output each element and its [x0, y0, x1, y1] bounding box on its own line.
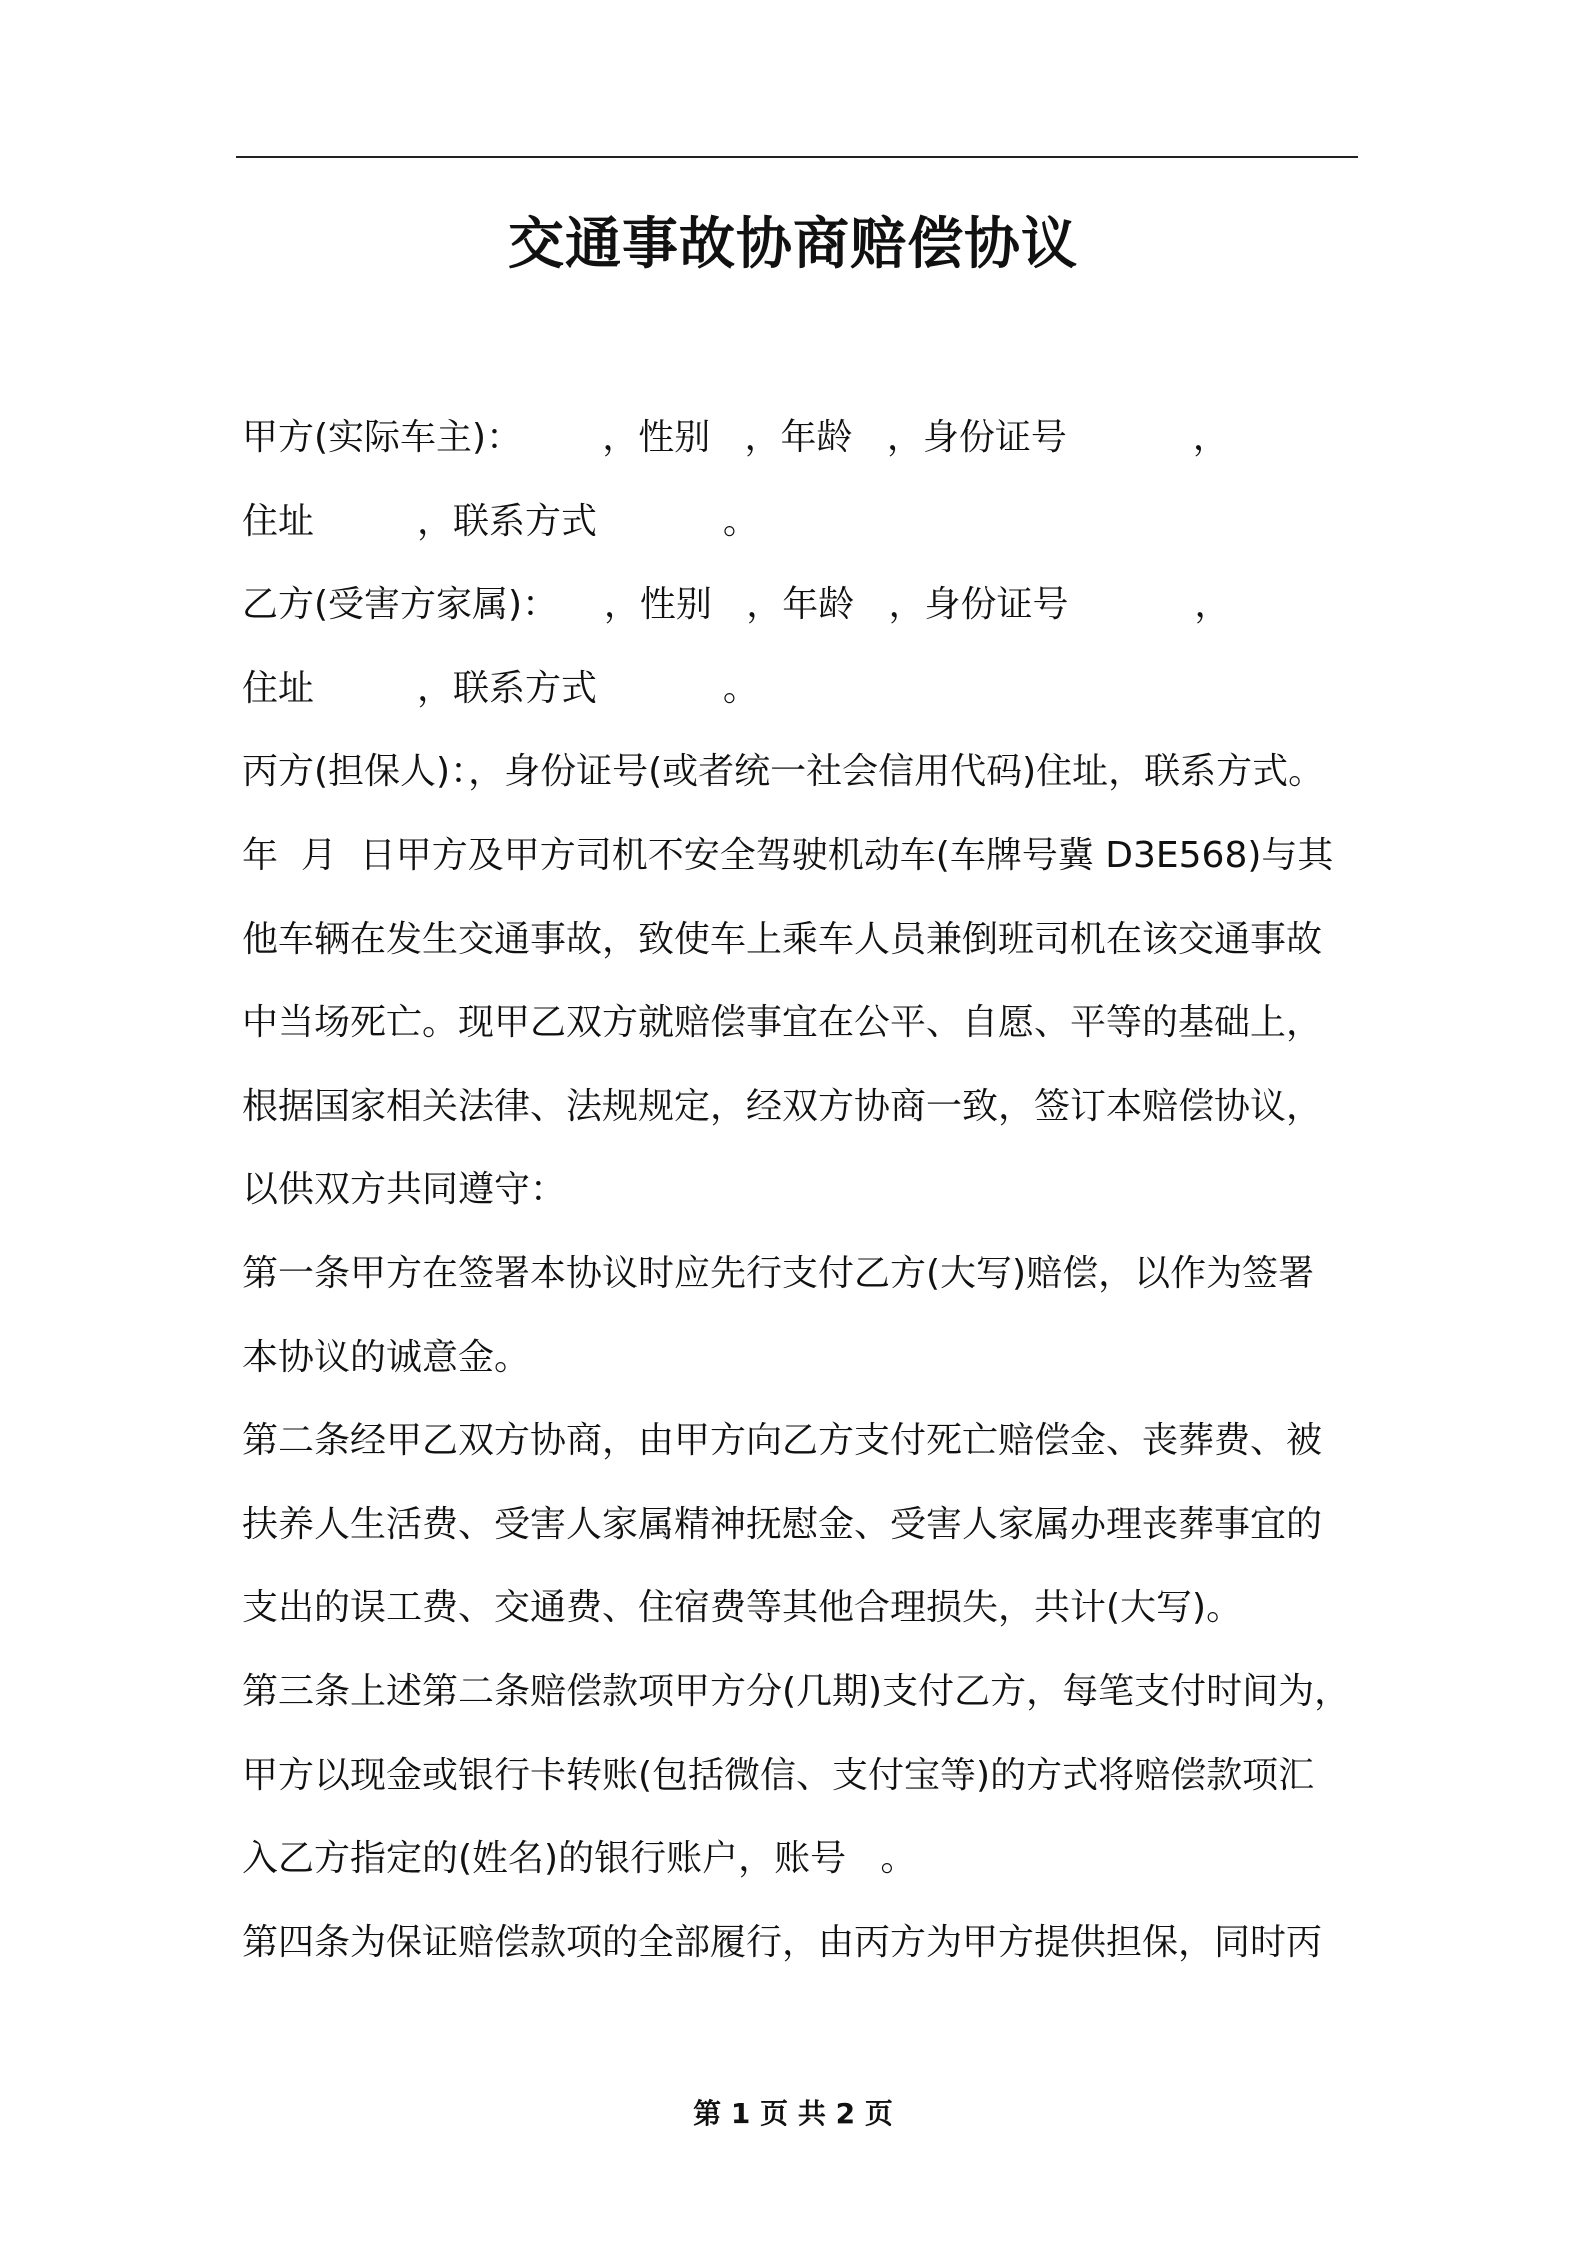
line-text: 丙方(担保人)：，身份证号(或者统一社会信用代码)住址，联系方式。 [242, 751, 1325, 793]
body-line [242, 1316, 1382, 1400]
body-line [242, 1399, 1382, 1483]
body-line [242, 1817, 1382, 1901]
line-text: 第二条经甲乙双方协商，由甲方向乙方支付死亡赔偿金、丧葬费、被 [242, 1420, 1323, 1462]
body-line [242, 563, 1382, 647]
body-line [242, 396, 1382, 480]
document-title: 交通事故协商赔偿协议 [508, 212, 1078, 277]
line-text: 甲方(实际车主)： ，性别 ，年龄 ，身份证号 ， [242, 417, 1229, 458]
line-text: 根据国家相关法律、法规规定，经双方协商一致，签订本赔偿协议， [242, 1085, 1323, 1127]
header-rule [236, 156, 1358, 158]
line-text: 扶养人生活费、受害人家属精神抚慰金、受害人家属办理丧葬事宜的 [242, 1503, 1323, 1545]
line-text: 第三条上述第二条赔偿款项甲方分(几期)支付乙方，每笔支付时间为， [242, 1670, 1351, 1712]
page-indicator: 第 1 页 共 2 页 [693, 2097, 893, 2130]
line-text: 入乙方指定的(姓名)的银行账户，账号 。 [242, 1838, 917, 1880]
body-line [242, 814, 1382, 898]
body-line [242, 1901, 1382, 1985]
page-footer [0, 2094, 1586, 2134]
document-body [242, 396, 1382, 1984]
line-text: 本协议的诚意金。 [242, 1336, 531, 1378]
body-line [242, 1232, 1382, 1316]
line-text: 以供双方共同遵守： [242, 1169, 567, 1211]
line-text: 第四条为保证赔偿款项的全部履行，由丙方为甲方提供担保，同时丙 [242, 1921, 1323, 1963]
body-line [242, 730, 1382, 814]
body-line [242, 480, 1382, 564]
line-text: 他车辆在发生交通事故，致使车上乘车人员兼倒班司机在该交通事故 [242, 918, 1323, 960]
body-line [242, 1734, 1382, 1818]
line-text: 甲方以现金或银行卡转账(包括微信、支付宝等)的方式将赔偿款项汇 [242, 1754, 1315, 1796]
line-text: 住址 ，联系方式 。 [242, 500, 759, 542]
line-text: 中当场死亡。现甲乙双方就赔偿事宜在公平、自愿、平等的基础上， [242, 1002, 1323, 1044]
body-line [242, 1650, 1382, 1734]
body-line [242, 1483, 1382, 1567]
body-line [242, 981, 1382, 1065]
line-text: 年 月 日甲方及甲方司机不安全驾驶机动车(车牌号冀 D3E568)与其 [242, 834, 1334, 876]
line-text: 支出的误工费、交通费、住宿费等其他合理损失，共计(大写)。 [242, 1587, 1243, 1629]
body-line [242, 1148, 1382, 1232]
body-line [242, 647, 1382, 731]
line-text: 第一条甲方在签署本协议时应先行支付乙方(大写)赔偿，以作为签署 [242, 1252, 1315, 1294]
line-text: 乙方(受害方家属)： ，性别 ，年龄 ，身份证号 ， [242, 584, 1231, 626]
line-text: 住址 ，联系方式 。 [242, 667, 759, 709]
body-line [242, 1566, 1382, 1650]
body-line [242, 1065, 1382, 1149]
body-line [242, 898, 1382, 982]
